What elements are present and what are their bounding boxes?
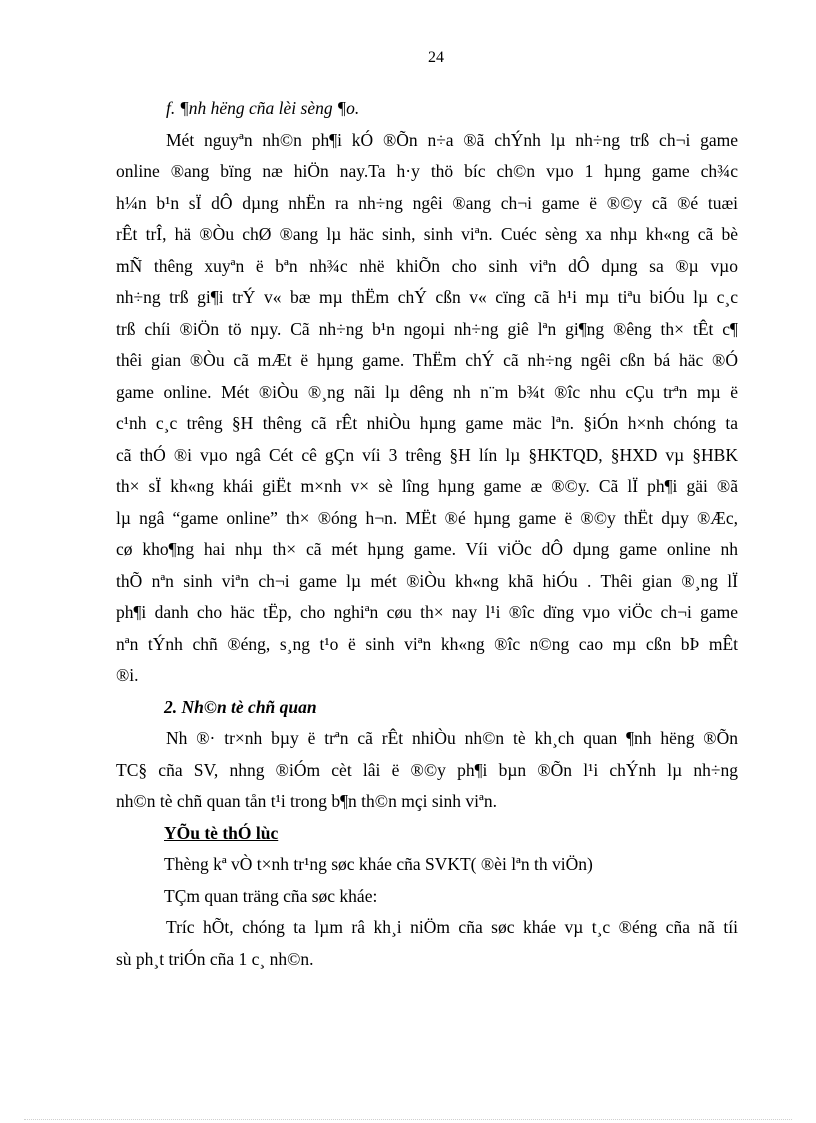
paragraph-line: nh©n tè chñ quan tån t¹i trong b¶n th©n mçi sinh viªn. <box>116 791 497 811</box>
subsection-heading: YÕu tè thÓ lùc <box>164 822 279 843</box>
paragraph-line: Nh ®· tr×nh bµy ë trªn cã rÊt nhiÒu nh©n tè kh¸ch quan ¶nh hëng ®Õn <box>166 728 738 748</box>
paragraph-line: TC§ cña SV, nhng ®iÓm cèt lâi ë ®©y ph¶i bµn ®Õn l¹i chÝnh lµ nh÷ng <box>116 759 738 780</box>
paragraph-line: TÇm quan träng cña søc kháe: <box>164 885 378 906</box>
page-number: 24 <box>428 49 444 66</box>
section-heading: f. ¶nh hëng cña lèi sèng ¶o. <box>166 98 360 118</box>
paragraph-line: online ®ang bïng næ hiÖn nay.Ta h·y thö bíc ch©n vµo 1 hµng game ch¾c <box>116 161 738 181</box>
paragraph-line: cã thÓ ®i vµo ngâ Cét cê gÇn víi 3 trêng §H lín lµ §HKTQD, §HXD vµ §HBK <box>116 444 738 465</box>
paragraph-line: h¼n b¹n sÏ dÔ dµng nhËn ra nh÷ng ngêi ®ang ch¬i game ë ®©y cã ®é tuæi <box>116 192 738 213</box>
paragraph-line: Mét nguyªn nh©n ph¶i kÓ ®Õn n÷a ®ã chÝnh lµ nh÷ng trß ch¬i game <box>166 129 738 150</box>
document-body <box>116 93 738 975</box>
section-heading: 2. Nh©n tè chñ quan <box>164 696 317 717</box>
paragraph-line: cø kho¶ng hai nhµ th× cã mét hµng game. Víi viÖc dÔ dµng game online nh <box>116 539 738 559</box>
paragraph-line: mÑ thêng xuyªn ë bªn nh¾c nhë khiÕn cho sinh viªn dÔ dµng sa ®µ vµo <box>116 255 738 276</box>
paragraph-line: rÊt trÎ, hä ®Òu chØ ®ang lµ häc sinh, sinh viªn. Cuéc sèng xa nhµ kh«ng cã bè <box>116 224 738 244</box>
paragraph-line: game online. Mét ®iÒu ®¸ng nãi lµ dêng nh n¨m b¾t ®îc nhu cÇu trªn mµ ë <box>116 381 738 402</box>
paragraph-line: trß chíi ®iÖn tö nµy. Cã nh÷ng b¹n ngoµi nh÷ng giê lªn gi¶ng ®êng th× tÊt c¶ <box>116 318 738 339</box>
page-bottom-border <box>24 1119 792 1120</box>
paragraph-line: lµ ngâ “game online” th× ®óng h¬n. MËt ®é hµng game ë ®©y thËt dµy ®Æc, <box>116 507 738 528</box>
paragraph-line: ®i. <box>116 665 139 685</box>
paragraph-line: Thèng kª vÒ t×nh tr¹ng søc kháe cña SVKT( ®èi lªn th viÖn) <box>164 854 593 874</box>
paragraph-line: Tríc hÕt, chóng ta lµm râ kh¸i niÖm cña søc kháe vµ t¸c ®éng cña nã tíi <box>166 917 738 937</box>
paragraph-line: th× sÏ kh«ng khái giËt m×nh v× sè lîng hµng game æ ®©y. Cã lÏ ph¶i gäi ®ã <box>116 476 738 496</box>
paragraph-line: thÕ nªn sinh viªn ch¬i game lµ mét ®iÒu kh«ng khã hiÓu . Thêi gian ®¸ng lÏ <box>116 570 738 591</box>
paragraph-line: ph¶i danh cho häc tËp, cho nghiªn cøu th× nay l¹i ®îc dïng vµo viÖc ch¬i game <box>116 602 738 622</box>
paragraph-line: sù ph¸t triÓn cña 1 c¸ nh©n. <box>116 948 314 969</box>
paragraph-line: nªn tÝnh chñ ®éng, s¸ng t¹o ë sinh viªn kh«ng ®îc n©ng cao mµ cßn bÞ mÊt <box>116 633 738 654</box>
paragraph-line: c¹nh c¸c trêng §H thêng cã rÊt nhiÒu hµng game mäc lªn. §iÓn h×nh chóng ta <box>116 413 738 433</box>
paragraph-line: thêi gian ®Òu cã mÆt ë hµng game. ThËm chÝ cã nh÷ng ngêi cßn bá häc ®Ó <box>116 350 738 370</box>
paragraph-line: nh÷ng trß gi¶i trÝ v« bæ mµ thËm chÝ cßn v« cïng cã h¹i mµ tiªu biÓu lµ c¸c <box>116 287 738 307</box>
